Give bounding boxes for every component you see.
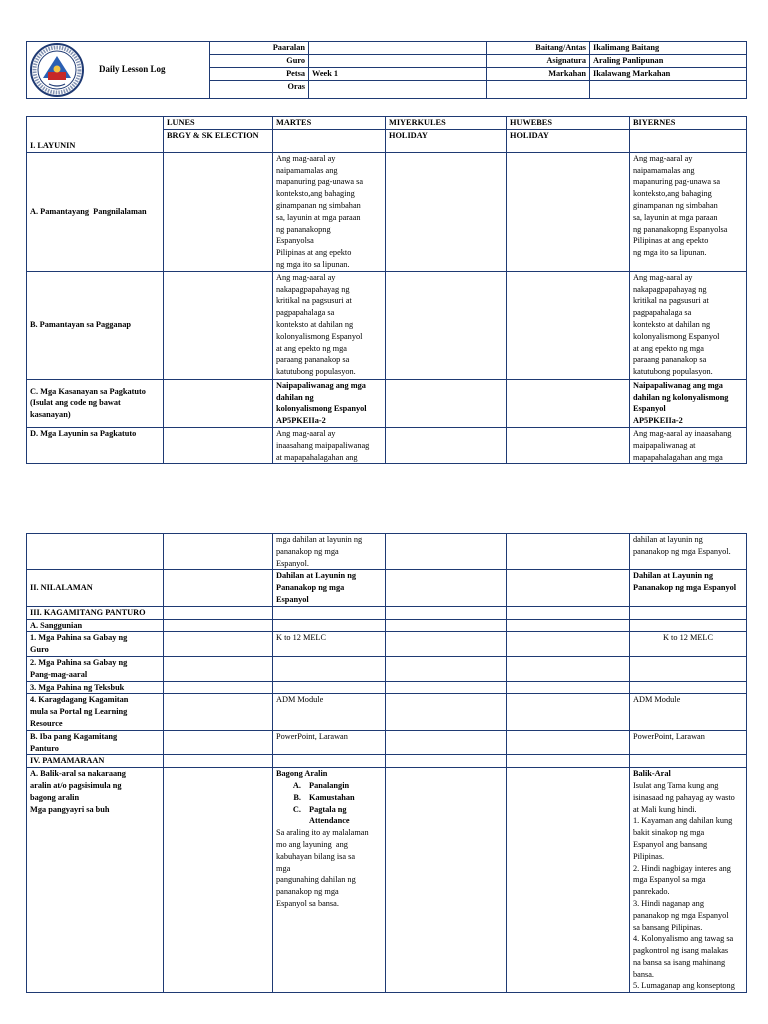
cell	[164, 152, 273, 271]
cell	[507, 534, 630, 570]
lunes-note: BRGY & SK ELECTION	[164, 129, 273, 152]
pamantayang-pangnilalaman-label: A. Pamantayang Pangnilalaman	[27, 152, 164, 271]
markahan-label: Markahan	[487, 67, 590, 80]
cell	[273, 606, 386, 619]
empty-label	[487, 80, 590, 98]
baitang-value: Ikalimang Baitang	[590, 42, 747, 55]
petsa-value: Week 1	[309, 67, 487, 80]
day-martes: MARTES	[273, 117, 386, 130]
cell	[507, 632, 630, 657]
balik-aral-heading: Balik-Aral	[633, 769, 671, 779]
layunin-cont-biyernes: dahilan at layunin ng pananakop ng mga Espanyol.	[630, 534, 747, 570]
layunin-pagkatuto-martes: Ang mag-aaral ay inaasahang maipapaliwanag at mapapahalagahan ang	[273, 427, 386, 463]
day-huwebes: HUWEBES	[507, 117, 630, 130]
nilalaman-martes: Dahilan at Layunin ng Pananakop ng mga Espanyol	[273, 570, 386, 606]
cell	[164, 755, 273, 768]
balik-aral-label: A. Balik-aral sa nakaraang aralin at/o pagsisimula ng bagong aralin Mga pangyayri sa buh	[27, 768, 164, 993]
karagdagang-label: 4. Karagdagang Kagamitan mula sa Portal ng Learning Resource	[27, 694, 164, 730]
paaralan-label: Paaralan	[210, 42, 309, 55]
cell	[507, 152, 630, 271]
cell	[164, 681, 273, 694]
cell	[273, 681, 386, 694]
header-table	[26, 41, 747, 99]
gabay-guro-label: 1. Mga Pahina sa Gabay ng Guro	[27, 632, 164, 657]
cell	[507, 755, 630, 768]
cell	[507, 570, 630, 606]
list-item: B. Kamustahan	[303, 792, 382, 804]
cell	[386, 619, 507, 632]
cell	[507, 606, 630, 619]
cell	[507, 768, 630, 993]
cell	[386, 755, 507, 768]
cell	[273, 619, 386, 632]
lesson-table-page1	[26, 116, 747, 464]
cell	[507, 681, 630, 694]
cell	[164, 271, 273, 379]
nilalaman-biyernes: Dahilan at Layunin ng Pananakop ng mga Espanyol	[630, 570, 747, 606]
cell	[386, 694, 507, 730]
cell	[386, 570, 507, 606]
cell	[507, 427, 630, 463]
guro-value	[309, 54, 487, 67]
cell	[386, 271, 507, 379]
kasanayan-martes: Naipapaliwanag ang mga dahilan ng kolonyalismong Espanyol AP5PKEIIa-2	[273, 379, 386, 427]
cell	[507, 379, 630, 427]
guro-label: Guro	[210, 54, 309, 67]
cell	[386, 768, 507, 993]
cell	[507, 271, 630, 379]
cell	[164, 427, 273, 463]
kasanayan-label: C. Mga Kasanayan sa Pagkatuto (Isulat ang code ng bawat kasanayan)	[27, 379, 164, 427]
cell	[507, 730, 630, 755]
balik-aral-biyernes	[630, 768, 747, 993]
cell	[630, 619, 747, 632]
bagong-aralin-list	[276, 780, 382, 827]
cell	[27, 534, 164, 570]
iba-pang-biyernes: PowerPoint, Larawan	[630, 730, 747, 755]
cell	[386, 152, 507, 271]
nilalaman-heading: II. NILALAMAN	[27, 570, 164, 606]
martes-note	[273, 129, 386, 152]
gabay-mag-aaral-label: 2. Mga Pahina sa Gabay ng Pang-mag-aaral	[27, 656, 164, 681]
cell	[164, 632, 273, 657]
day-miyerkules: MIYERKULES	[386, 117, 507, 130]
pamamaraan-heading: IV. PAMAMARAAN	[27, 755, 164, 768]
karagdagang-martes: ADM Module	[273, 694, 386, 730]
iba-pang-label: B. Iba pang Kagamitang Panturo	[27, 730, 164, 755]
day-lunes: LUNES	[164, 117, 273, 130]
day-biyernes: BIYERNES	[630, 117, 747, 130]
cell	[273, 656, 386, 681]
baitang-label: Baitang/Antas	[487, 42, 590, 55]
cell	[630, 681, 747, 694]
cell	[164, 570, 273, 606]
cell	[386, 656, 507, 681]
lesson-table-page2	[26, 533, 747, 993]
cell	[386, 606, 507, 619]
asignatura-label: Asignatura	[487, 54, 590, 67]
cell	[164, 379, 273, 427]
cell	[386, 427, 507, 463]
karagdagang-biyernes: ADM Module	[630, 694, 747, 730]
list-item: A. Panalangin	[303, 780, 382, 792]
markahan-value: Ikalawang Markahan	[590, 67, 747, 80]
kasanayan-biyernes: Naipapaliwanag ang mga dahilan ng kolonyalismong Espanyol AP5PKEIIa-2	[630, 379, 747, 427]
gabay-guro-martes: K to 12 MELC	[273, 632, 386, 657]
cell	[507, 619, 630, 632]
pangnilalaman-biyernes: Ang mag-aaral ay naipamamalas ang mapanuring pag-unawa sa konteksto,ang bahaging ginampanan ng simbahan sa, layunin at mga paraan ng pananakopng Espanyolsa Pilipinas at ang epekto ng mga ito sa lipunan.	[630, 152, 747, 271]
cell	[630, 656, 747, 681]
list-item: C. Pagtala ng Attendance	[303, 804, 382, 828]
gabay-guro-biyernes: K to 12 MELC	[630, 632, 747, 657]
bagong-aralin-body: Sa araling ito ay malalaman mo ang layuning ang kabuhayan bilang isa sa mga pangunahing dahilan ng pananakop ng mga Espanyol sa bansa.	[276, 828, 369, 908]
cell	[630, 606, 747, 619]
log-title: Daily Lesson Log	[99, 64, 166, 75]
cell	[630, 755, 747, 768]
cell	[164, 619, 273, 632]
balik-aral-body: Isulat ang Tama kung ang isinasaad ng pahayag ay wasto at Mali kung hindi. 1. Kayaman ang dahilan kung bakit sinakop ng mga Espanyol ang bansang Pilipinas. 2. Hindi nagbigay interes ang mga Espanyol sa mga panrekado. 3. Hindi naganap ang pananakop ng mga Espanyol sa bansang Pilipinas. 4. Kolonyalismo ang tawag sa pagkontrol ng isang malakas na bansa sa isang mahinang bansa. 5. Lumaganap ang konseptong	[633, 780, 735, 991]
deped-seal-icon	[29, 42, 85, 98]
layunin-pagkatuto-label: D. Mga Layunin sa Pagkatuto	[27, 427, 164, 463]
cell	[164, 534, 273, 570]
cell	[273, 755, 386, 768]
paaralan-value	[309, 42, 487, 55]
petsa-label: Petsa	[210, 67, 309, 80]
asignatura-value: Araling Panlipunan	[590, 54, 747, 67]
cell	[386, 730, 507, 755]
cell	[386, 681, 507, 694]
pamantayan-pagganap-label: B. Pamantayan sa Pagganap	[27, 271, 164, 379]
biyernes-note	[630, 129, 747, 152]
cell	[164, 606, 273, 619]
huwebes-note: HOLIDAY	[507, 129, 630, 152]
iba-pang-martes: PowerPoint, Larawan	[273, 730, 386, 755]
oras-label: Oras	[210, 80, 309, 98]
layunin-pagkatuto-biyernes: Ang mag-aaral ay inaasahang maipapaliwanag at mapapahalagahan ang mga	[630, 427, 747, 463]
cell	[164, 730, 273, 755]
teksbuk-label: 3. Mga Pahina ng Teksbuk	[27, 681, 164, 694]
cell	[164, 656, 273, 681]
pangnilalaman-martes: Ang mag-aaral ay naipamamalas ang mapanuring pag-unawa sa konteksto,ang bahaging ginampanan ng simbahan sa, layunin at mga paraan ng pananakopng Espanyolsa Pilipinas at ang epekto ng mga ito sa lipunan.	[273, 152, 386, 271]
layunin-heading: I. LAYUNIN	[27, 117, 164, 153]
balik-aral-martes	[273, 768, 386, 993]
layunin-cont-martes: mga dahilan at layunin ng pananakop ng mga Espanyol.	[273, 534, 386, 570]
cell	[164, 768, 273, 993]
cell	[507, 694, 630, 730]
pagganap-martes: Ang mag-aaral ay nakapagpapahayag ng kritikal na pagsusuri at pagpapahalaga sa konteksto at dahilan ng kolonyalismong Espanyol at ang epekto ng mga paraang pananakop sa katutubong populasyon.	[273, 271, 386, 379]
kagamitan-heading: III. KAGAMITANG PANTURO	[27, 606, 164, 619]
miyerkules-note: HOLIDAY	[386, 129, 507, 152]
cell	[386, 379, 507, 427]
cell	[164, 694, 273, 730]
oras-value	[309, 80, 487, 98]
sanggunian-label: A. Sanggunian	[27, 619, 164, 632]
logo-cell	[27, 42, 210, 99]
cell	[386, 632, 507, 657]
pagganap-biyernes: Ang mag-aaral ay nakapagpapahayag ng kritikal na pagsusuri at pagpapahalaga sa konteksto at dahilan ng kolonyalismong Espanyol at ang epekto ng mga paraang pananakop sa katutubong populasyon.	[630, 271, 747, 379]
cell	[507, 656, 630, 681]
empty-value	[590, 80, 747, 98]
bagong-aralin-heading: Bagong Aralin	[276, 769, 328, 779]
cell	[386, 534, 507, 570]
